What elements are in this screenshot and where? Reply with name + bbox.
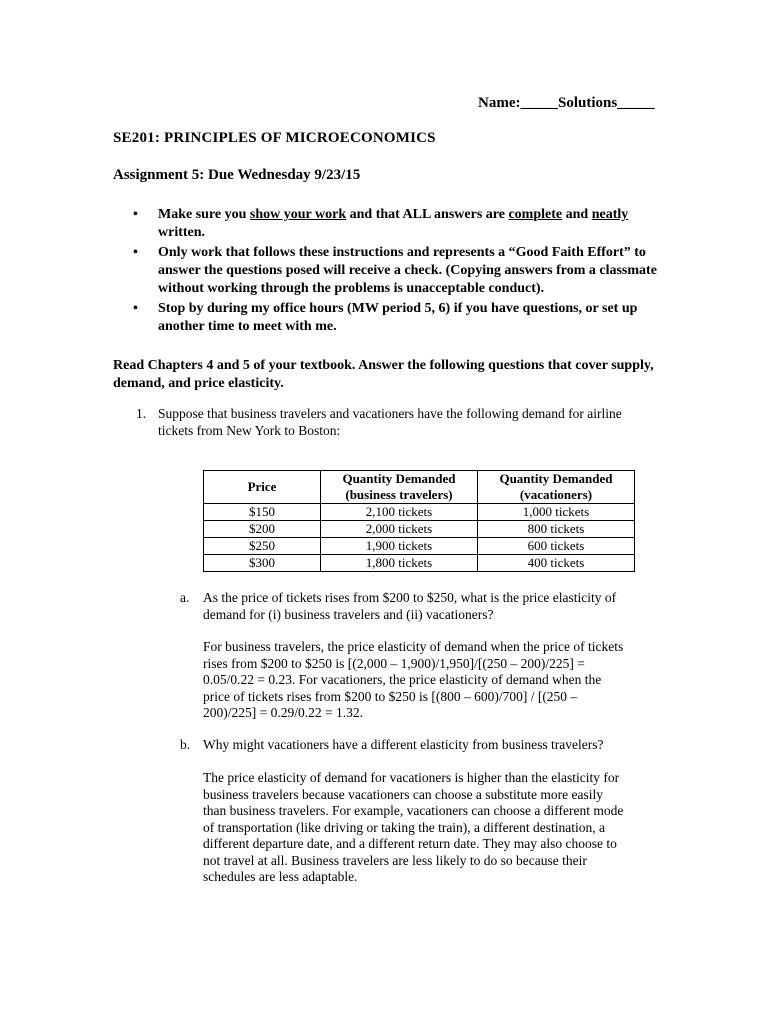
table-cell: $250	[204, 538, 321, 555]
answer-a: For business travelers, the price elasticity of demand when the price of tickets rises from $200 to $250 is [(2,000 – 1,900)/1,950]/[(250 – 200)/225] = 0.05/0.22 = 0.23. For vacationers, the price elasticity of demand when the price of tickets rises from $200 to $250 is [(800 – 600)/700] / [(250 – 200)/225] = 0.29/0.22 = 1.32.	[203, 639, 624, 720]
subquestion-label: a.	[180, 590, 190, 605]
table-cell: 1,000 tickets	[478, 504, 635, 521]
table-cell: 1,900 tickets	[321, 538, 478, 555]
table-cell: 800 tickets	[478, 521, 635, 538]
table-row	[204, 538, 635, 555]
question-text: Suppose that business travelers and vacationers have the following demand for airline tickets from New York to Boston:	[158, 406, 622, 438]
reading-instructions: Read Chapters 4 and 5 of your textbook. Answer the following questions that cover supply, demand, and price elasticity.	[113, 358, 654, 391]
table-row	[204, 521, 635, 538]
table-cell: 2,100 tickets	[321, 504, 478, 521]
subquestion-a	[180, 590, 658, 623]
question-1	[113, 405, 658, 439]
name-line: Name:_____Solutions_____	[478, 95, 655, 111]
instruction-item: • Only work that follows these instructions and represents a “Good Faith Effort” to answer the questions posed will receive a check. (Copying answers from a classmate without working through the problems is unacceptable conduct).	[133, 245, 657, 296]
subquestion-b	[180, 737, 658, 754]
instruction-item: • Stop by during my office hours (MW period 5, 6) if you have questions, or set up another time to meet with me.	[133, 301, 638, 334]
course-title: SE201: PRINCIPLES OF MICROECONOMICS	[113, 130, 436, 146]
header-vacationers: Quantity Demanded (vacationers)	[478, 471, 635, 504]
assignment-title: Assignment 5: Due Wednesday 9/23/15	[113, 167, 361, 183]
table-cell: 600 tickets	[478, 538, 635, 555]
header-business: Quantity Demanded (business travelers)	[321, 471, 478, 504]
answer-b: The price elasticity of demand for vacationers is higher than the elasticity for business travelers because vacationers can choose a substitute more easily than business travelers. For example, vacationers can choose a different mode of transportation (like driving or taking the train), a different destination, a different departure date, and a different return date. They may also choose to not travel at all. Business travelers are less likely to do so because their schedules are less adaptable.	[203, 770, 624, 884]
demand-table	[203, 470, 635, 572]
table-cell: 1,800 tickets	[321, 555, 478, 572]
table-row	[204, 504, 635, 521]
table-cell: 2,000 tickets	[321, 521, 478, 538]
question-number: 1.	[136, 406, 147, 421]
bullet-icon: •	[133, 245, 138, 260]
table-cell: $150	[204, 504, 321, 521]
table-cell: 400 tickets	[478, 555, 635, 572]
subquestion-text: As the price of tickets rises from $200 to $250, what is the price elasticity of demand for (i) business travelers and (ii) vacationers?	[203, 590, 617, 622]
table-cell: $300	[204, 555, 321, 572]
subquestion-text: Why might vacationers have a different elasticity from business travelers?	[203, 737, 604, 752]
instructions-list	[113, 206, 658, 338]
bullet-icon: •	[133, 301, 138, 316]
table-row	[204, 555, 635, 572]
bullet-icon: •	[133, 207, 138, 222]
subquestion-label: b.	[180, 737, 191, 752]
table-header-row	[204, 471, 635, 504]
header-price: Price	[204, 471, 321, 504]
table-cell: $200	[204, 521, 321, 538]
instruction-item: • Make sure you show your work and that ALL answers are complete and neatly written.	[133, 207, 629, 240]
